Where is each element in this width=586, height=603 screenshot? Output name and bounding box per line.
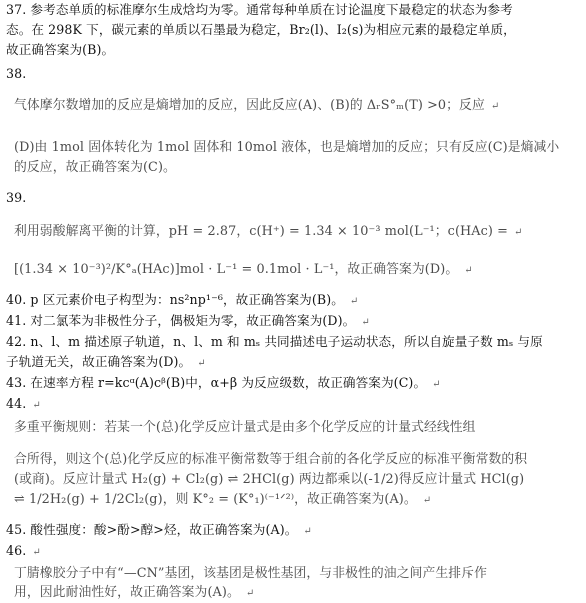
- q46-number: 46. ↵: [6, 543, 41, 558]
- q38-line-3: 的反应，故正确答案为(C)。: [14, 160, 176, 175]
- q39-line-1: 利用弱酸解离平衡的计算，pH = 2.87，c(H⁺) = 1.34 × 10⁻³ mol(L⁻¹；c(HAc) = ↵: [14, 224, 523, 239]
- q46-line-1: 丁腈橡胶分子中有“—CN”基团，该基团是极性基团，与非极性的油之间产生排斥作: [14, 566, 487, 581]
- q43-line: 43. 在速率方程 r=kcᵅ(A)cᵝ(B)中，α+β 为反应级数，故正确答案为(C)。 ↵: [6, 375, 441, 390]
- q39-number: 39.: [6, 190, 27, 205]
- q39-line-2: [(1.34 × 10⁻³)²/K°ₐ(HAc)]mol · L⁻¹ = 0.1mol · L⁻¹，故正确答案为(D)。 ↵: [14, 262, 473, 277]
- q44-line-3: (或商)。反应计量式 H₂(g) + Cl₂(g) ⇌ 2HCl(g) 两边都乘以(-1/2)得反应计量式 HCl(g): [14, 472, 525, 487]
- q46-line-2: 用，因此耐油性好，故正确答案为(A)。 ↵: [14, 585, 255, 600]
- q44-number: 44. ↵: [6, 396, 41, 411]
- q45-line: 45. 酸性强度：酸>酚>醇>烃，故正确答案为(A)。 ↵: [6, 522, 312, 537]
- q38-number: 38.: [6, 66, 27, 81]
- q38-line-1: 气体摩尔数增加的反应是熵增加的反应，因此反应(A)、(B)的 ΔᵣS°ₘ(T) >0；反应 ↵: [14, 98, 500, 113]
- q44-line-1: 多重平衡规则：若某一个(总)化学反应计量式是由多个化学反应的计量式经线性组: [14, 420, 476, 435]
- q38-line-2: (D)由 1mol 固体转化为 1mol 固体和 10mol 液体，也是熵增加的反应；只有反应(C)是熵减小: [14, 140, 560, 155]
- q42-line-1: 42. n、l、m 描述原子轨道，n、l、m 和 mₛ 共同描述电子运动状态，所以自旋量子数 mₛ 与原: [6, 334, 543, 349]
- q42-line-2: 子轨道无关，故正确答案为(D)。 ↵: [6, 354, 206, 369]
- q44-line-4: ⇌ 1/2H₂(g) + 1/2Cl₂(g)，则 K°₂ = (K°₁)⁽⁻¹ᐟ²⁾，故正确答案为(A)。 ↵: [14, 492, 432, 507]
- q37-line-1: 37. 参考态单质的标准摩尔生成焓均为零。通常每种单质在讨论温度下最稳定的状态为参考: [6, 2, 513, 17]
- q44-line-2: 合所得，则这个(总)化学反应的标准平衡常数等于组合前的各化学反应的标准平衡常数的积: [14, 452, 528, 467]
- q37-line-2: 态。在 298K 下，碳元素的单质以石墨最为稳定，Br₂(l)、I₂(s)为相应元素的最稳定单质，: [6, 22, 516, 37]
- q41-line: 41. 对二氯苯为非极性分子，偶极矩为零，故正确答案为(D)。 ↵: [6, 313, 370, 328]
- q37-line-3: 故正确答案为(B)。: [6, 42, 115, 57]
- q40-line: 40. p 区元素价电子构型为：ns²np¹⁻⁶，故正确答案为(B)。 ↵: [6, 292, 359, 307]
